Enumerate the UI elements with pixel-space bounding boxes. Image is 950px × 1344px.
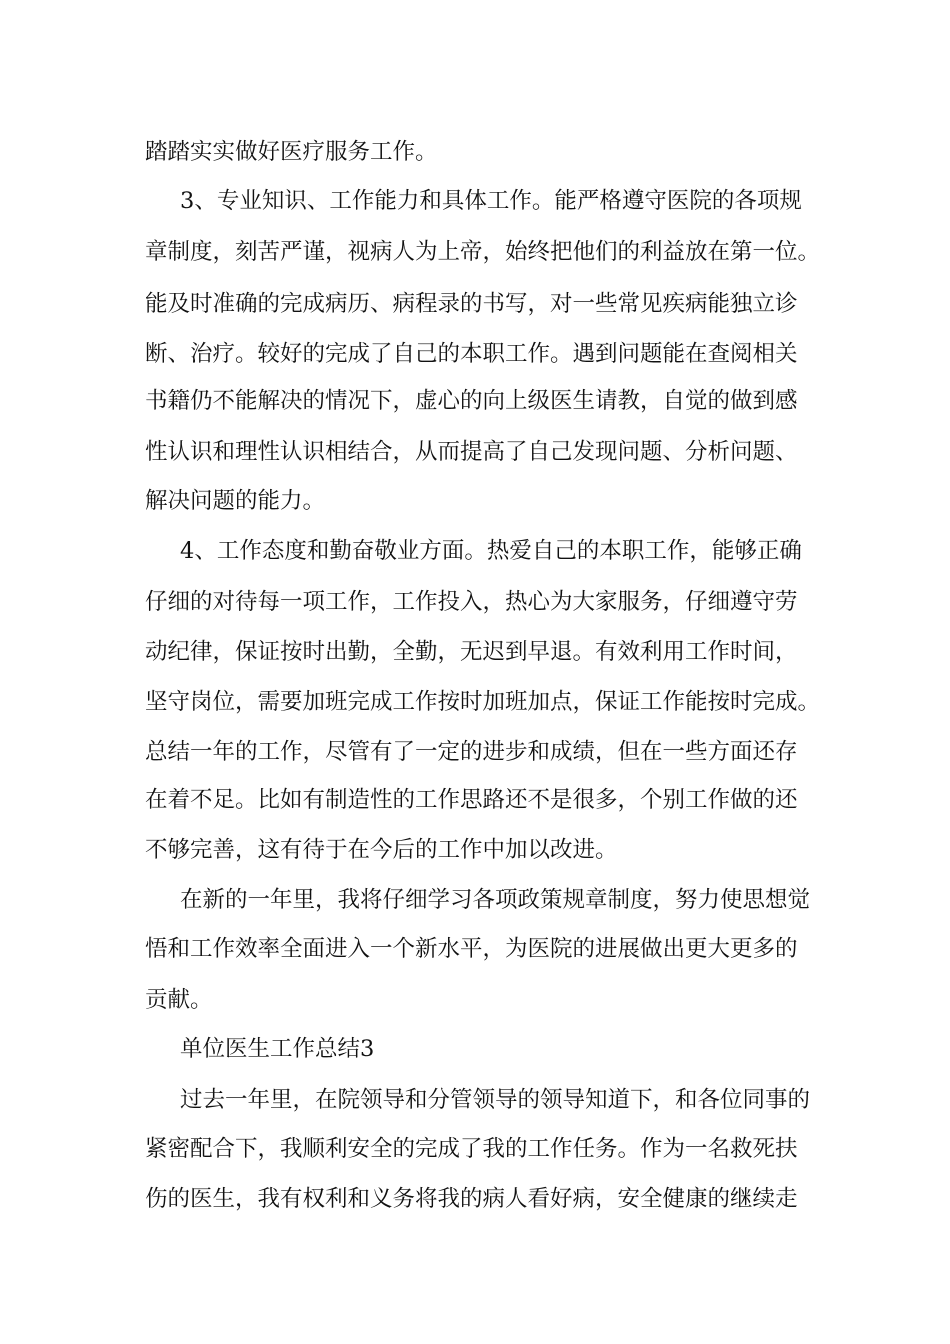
text-line: 紧密配合下，我顺利安全的完成了我的工作任务。作为一名救死扶: [145, 1136, 798, 1162]
text-line: 总结一年的工作，尽管有了一定的进步和成绩，但在一些方面还存: [145, 739, 798, 765]
text-line: 仔细的对待每一项工作，工作投入，热心为大家服务，仔细遵守劳: [145, 589, 798, 615]
text-line: 动纪律，保证按时出勤，全勤，无迟到早退。有效利用工作时间，: [145, 639, 798, 665]
text-line: 断、治疗。较好的完成了自己的本职工作。遇到问题能在查阅相关: [145, 341, 798, 367]
text-line: 伤的医生，我有权利和义务将我的病人看好病，安全健康的继续走: [145, 1186, 798, 1212]
text-line: 踏踏实实做好医疗服务工作。: [145, 139, 438, 165]
text-line: 在着不足。比如有制造性的工作思路还不是很多，个别工作做的还: [145, 787, 798, 813]
text-line: 性认识和理性认识相结合，从而提高了自己发现问题、分析问题、: [145, 439, 798, 465]
text-line: 不够完善，这有待于在今后的工作中加以改进。: [145, 837, 618, 863]
text-line: 解决问题的能力。: [145, 488, 326, 514]
text-line: 4、工作态度和勤奋敬业方面。热爱自己的本职工作，能够正确: [180, 538, 802, 564]
text-line: 悟和工作效率全面进入一个新水平，为医院的进展做出更大更多的: [145, 936, 798, 962]
text-line: 贡献。: [145, 987, 213, 1013]
text-line: 3、专业知识、工作能力和具体工作。能严格遵守医院的各项规: [180, 188, 802, 214]
text-line: 能及时准确的完成病历、病程录的书写，对一些常见疾病能独立诊: [145, 291, 798, 317]
text-line: 书籍仍不能解决的情况下，虚心的向上级医生请教，自觉的做到感: [145, 388, 798, 414]
text-line: 在新的一年里，我将仔细学习各项政策规章制度，努力使思想觉: [180, 887, 811, 913]
text-line: 章制度，刻苦严谨，视病人为上帝，始终把他们的利益放在第一位。: [145, 239, 821, 265]
text-line: 坚守岗位，需要加班完成工作按时加班加点，保证工作能按时完成。: [145, 689, 821, 715]
text-line: 过去一年里，在院领导和分管领导的领导知道下，和各位同事的: [180, 1087, 811, 1113]
section-heading: 单位医生工作总结3: [180, 1036, 375, 1062]
